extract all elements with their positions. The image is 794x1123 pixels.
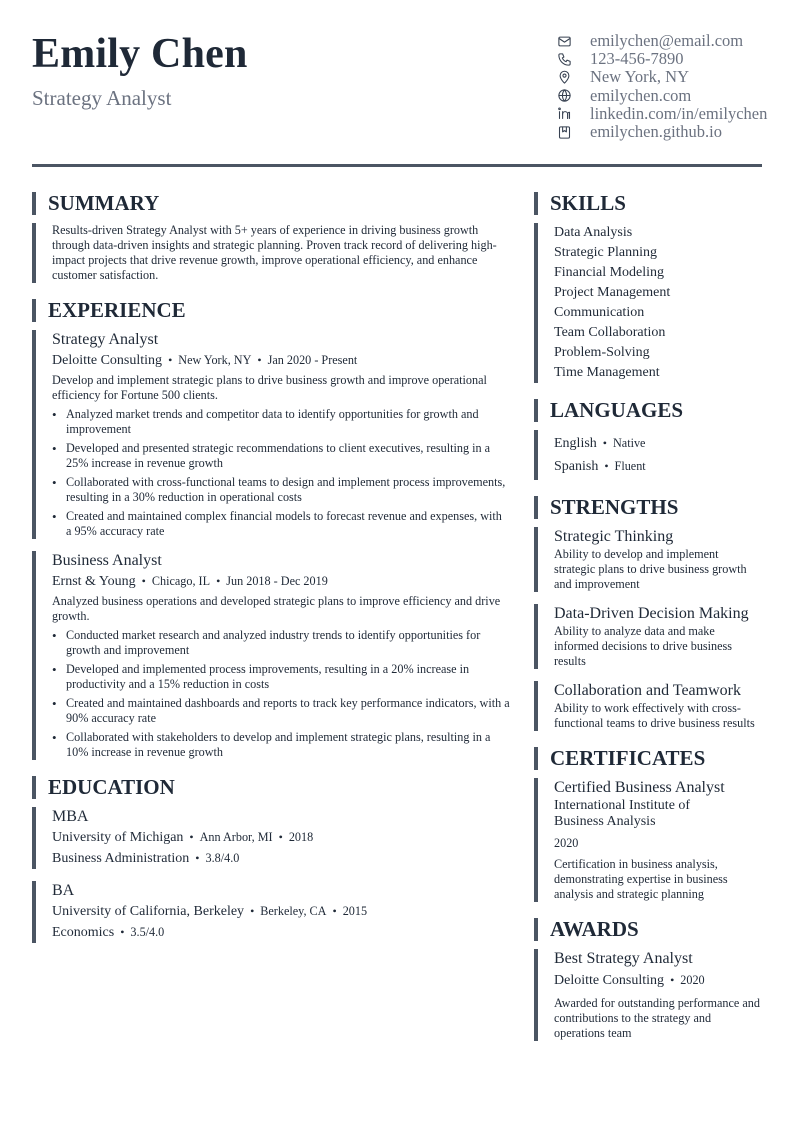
skill-item: Communication <box>554 305 645 320</box>
strength-title: Collaboration and Teamwork <box>554 682 741 699</box>
skills-block <box>534 223 762 383</box>
strength-entry <box>534 681 762 731</box>
contact-github[interactable] <box>556 123 766 141</box>
education-year: 2015 <box>342 904 368 918</box>
job-location: New York, NY <box>178 353 252 367</box>
mail-icon <box>556 33 572 49</box>
skills-heading: SKILLS <box>534 192 762 215</box>
award-date: 2020 <box>680 973 705 987</box>
award-entry <box>534 949 762 1041</box>
left-column <box>32 192 510 943</box>
awards-heading: AWARDS <box>534 918 762 941</box>
job-bullet: • Conducted market research and analyzed industry trends to identify opportunities for growth and improvement <box>52 628 510 658</box>
education-location: Ann Arbor, MI <box>199 830 273 844</box>
contact-list <box>556 32 766 141</box>
certificate-description: Certification in business analysis, demonstrating expertise in business analysis and strategic planning <box>554 857 728 901</box>
contact-linkedin[interactable] <box>556 105 766 123</box>
award-title: Best Strategy Analyst <box>554 950 693 967</box>
phone-icon <box>556 51 572 67</box>
education-entry <box>32 881 510 943</box>
job-bullet: • Developed and presented strategic recommendations to client executives, resulting in a 25% increase in revenue growth <box>52 441 510 471</box>
linkedin-icon <box>556 106 572 122</box>
job-bullets <box>52 628 510 760</box>
languages-block <box>534 430 762 480</box>
location-icon <box>556 69 572 85</box>
candidate-name: Emily Chen <box>32 31 248 77</box>
summary-block <box>32 223 510 283</box>
job-location: Chicago, IL <box>151 574 211 588</box>
skill-item: Data Analysis <box>554 225 633 240</box>
contact-location-text: New York, NY <box>590 67 690 87</box>
award-description: Awarded for outstanding performance and contributions to the strategy and operations team <box>554 996 760 1040</box>
job-bullet: • Collaborated with stakeholders to develop and implement strategic plans, resulting in a 10% increase in revenue growth <box>52 730 510 760</box>
job-company: Ernst & Young <box>52 574 136 589</box>
language-name: English <box>554 436 597 451</box>
summary-heading: SUMMARY <box>32 192 510 215</box>
job-title: Strategy Analyst <box>52 331 159 348</box>
award-issuer: Deloitte Consulting <box>554 973 665 988</box>
education-school: University of Michigan <box>52 830 184 845</box>
contact-phone-text: 123-456-7890 <box>590 49 684 69</box>
skill-item: Strategic Planning <box>554 245 658 260</box>
job-bullet: • Analyzed market trends and competitor data to identify opportunities for growth and improvement <box>52 407 510 437</box>
education-school: University of California, Berkeley <box>52 904 245 919</box>
job-bullet: • Developed and implemented process improvements, resulting in a 20% increase in productivity and a 15% reduction in costs <box>52 662 510 692</box>
award-meta: Deloitte Consulting • 2020 <box>554 973 705 988</box>
strength-entry <box>534 604 762 669</box>
skill-item: Team Collaboration <box>554 325 666 340</box>
education-school-line: University of California, Berkeley • Berkeley, CA • 2015 <box>52 904 368 919</box>
skill-item: Project Management <box>554 285 671 300</box>
education-field: Economics <box>52 925 115 940</box>
education-location: Berkeley, CA <box>260 904 327 918</box>
education-entry <box>32 807 510 869</box>
languages-heading: LANGUAGES <box>534 399 762 422</box>
header-divider <box>32 164 762 167</box>
job-description: Develop and implement strategic plans to drive business growth and improve operational efficiency for Fortune 500 clients. <box>52 373 487 402</box>
language-level: Fluent <box>614 459 646 473</box>
job-dates: Jan 2020 - Present <box>267 353 358 367</box>
strength-title: Data-Driven Decision Making <box>554 605 749 622</box>
skill-item: Time Management <box>554 365 660 380</box>
contact-github-text: emilychen.github.io <box>590 122 722 142</box>
job-description: Analyzed business operations and developed strategic plans to improve efficiency and drive growth. <box>52 594 501 623</box>
contact-email-text: emilychen@email.com <box>590 31 744 51</box>
education-degree: MBA <box>52 808 89 825</box>
strength-description: Ability to analyze data and make informed decisions to drive business results <box>554 624 733 668</box>
job-bullet: • Created and maintained dashboards and reports to track key performance indicators, with a 90% accuracy rate <box>52 696 510 726</box>
summary-text: Results-driven Strategy Analyst with 5+ years of experience in driving business growth through data-driven insights and strategic planning. Proven track record of delivering high-impact projects that drive revenue growth, improve operational efficiency, and enhance customer satisfaction. <box>52 223 497 282</box>
education-field: Business Administration <box>52 851 190 866</box>
globe-icon <box>556 88 572 104</box>
job-bullet: • Created and maintained complex financial models to forecast revenue and expenses, with a 95% accuracy rate <box>52 509 510 539</box>
education-degree: BA <box>52 882 75 899</box>
strengths-heading: STRENGTHS <box>534 496 762 519</box>
education-field-line: Economics • 3.5/4.0 <box>52 925 165 940</box>
skill-item: Problem-Solving <box>554 345 650 360</box>
job-meta: Ernst & Young • Chicago, IL • Jun 2018 - Dec 2019 <box>52 574 328 589</box>
strength-description: Ability to work effectively with cross-functional teams to drive business results <box>554 701 755 730</box>
strength-entry <box>534 527 762 592</box>
education-heading: EDUCATION <box>32 776 510 799</box>
language-level: Native <box>612 436 646 450</box>
contact-linkedin-text: linkedin.com/in/emilychen <box>590 103 768 123</box>
certificate-date: 2020 <box>554 836 579 850</box>
experience-heading: EXPERIENCE <box>32 299 510 322</box>
certificates-heading: CERTIFICATES <box>534 747 762 770</box>
contact-email[interactable] <box>556 32 766 50</box>
resume-header <box>32 0 768 168</box>
language-name: Spanish <box>554 459 599 474</box>
education-school-line: University of Michigan • Ann Arbor, MI • 2018 <box>52 830 314 845</box>
job-meta: Deloitte Consulting • New York, NY • Jan 2020 - Present <box>52 353 358 368</box>
job-dates: Jun 2018 - Dec 2019 <box>226 574 328 588</box>
contact-phone[interactable] <box>556 50 766 68</box>
education-gpa: 3.5/4.0 <box>130 925 165 939</box>
github-icon <box>556 124 572 140</box>
contact-website[interactable] <box>556 87 766 105</box>
education-field-line: Business Administration • 3.8/4.0 <box>52 851 240 866</box>
job-title: Business Analyst <box>52 552 162 569</box>
certificate-issuer: International Institute of Business Analysis <box>554 798 691 829</box>
job-bullets <box>52 407 510 539</box>
certificate-entry <box>534 778 762 902</box>
job-company: Deloitte Consulting <box>52 353 163 368</box>
job-entry <box>32 551 510 760</box>
certificate-title: Certified Business Analyst <box>554 779 725 796</box>
education-year: 2018 <box>288 830 314 844</box>
strength-title: Strategic Thinking <box>554 528 674 545</box>
education-gpa: 3.8/4.0 <box>205 851 240 865</box>
strength-description: Ability to develop and implement strategic plans to drive business growth and improvement <box>554 547 747 591</box>
skill-item: Financial Modeling <box>554 265 665 280</box>
job-entry <box>32 330 510 539</box>
right-column <box>534 192 762 1041</box>
contact-location <box>556 68 766 86</box>
contact-website-text: emilychen.com <box>590 85 692 105</box>
language-item: English • Native <box>554 436 646 451</box>
language-item: Spanish • Fluent <box>554 459 646 474</box>
candidate-title: Strategy Analyst <box>32 86 172 110</box>
job-bullet: • Collaborated with cross-functional teams to design and implement process improvements, resulting in a 30% reduction in operational costs <box>52 475 510 505</box>
